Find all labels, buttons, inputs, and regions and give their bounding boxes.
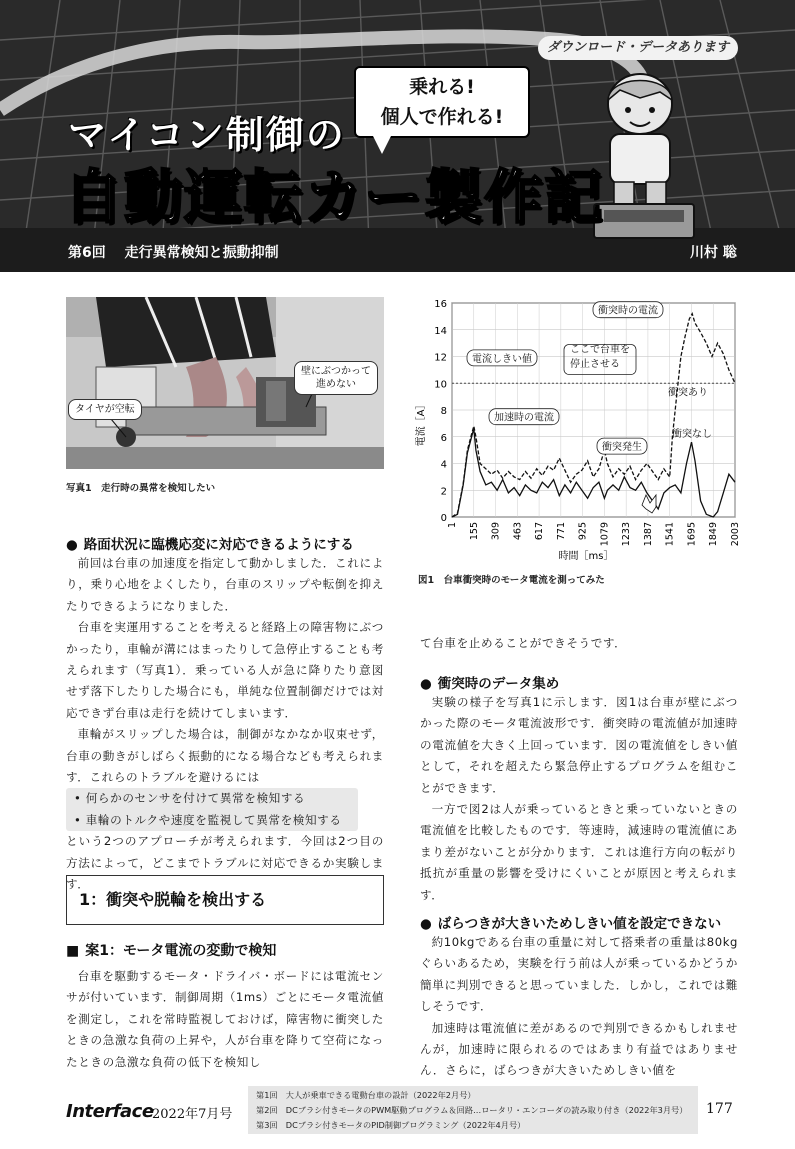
paragraph: 実験の様子を写真1に示します．図1は台車が壁にぶつかった際のモータ電流波形です．衝突時の電流値が加速時の電流値を大きく上回っています．図の電流値をしきい値として，それを超えたら緊急停止するプログラムを組むことができます． — [420, 695, 738, 795]
page-number: 177 — [706, 1101, 733, 1117]
annot-threshold — [467, 350, 537, 366]
article-header — [0, 0, 795, 272]
right-column-text-0 — [420, 633, 738, 654]
annot-impact-current — [593, 302, 663, 318]
y-tick-label: 6 — [440, 432, 447, 444]
download-badge: ダウンロード・データあります — [538, 36, 738, 60]
article-title-line-1: マイコン制御の — [68, 113, 346, 157]
installment-ref-2: 第2回 DCブラシ付きモータのPWM駆動プログラム＆回路…ロータリ・エンコーダの読み取り付き（2022年3月号） — [256, 1105, 688, 1115]
figure-1-caption: 図1 台車衝突時のモータ電流を測ってみた — [418, 575, 605, 586]
bubble-line-2: 個人で作れる! — [380, 106, 504, 128]
y-tick-label: 10 — [434, 379, 447, 391]
annot-impact-occurs — [597, 438, 647, 454]
x-tick-label: 309 — [490, 522, 502, 541]
chart-x-label: 時間［ms］ — [558, 551, 614, 562]
list-item: • 車輪のトルクや速度を監視して異常を検知する — [74, 810, 350, 831]
annot-stop-line-2-text: 停止させる — [570, 359, 620, 371]
heading-motor-current: ■ 案1：モータ電流の変動で検知 — [66, 940, 276, 960]
speech-bubble — [354, 66, 530, 138]
y-tick-label: 2 — [440, 486, 447, 498]
series-subtitle: 第6回 走行異常検知と振動抑制 — [68, 245, 279, 261]
x-tick-label: 463 — [512, 522, 524, 541]
x-tick-label: 617 — [534, 522, 546, 541]
paragraph: という2つのアプローチが考えられます．今回は2つ目の方法によって，どこまでトラブルに対応できるか実験します． — [66, 834, 384, 892]
paragraph: 前回は台車の加速度を指定して動かしました．これにより，乗り心地をよくしたり，台車のスリップや転倒を抑えたりできるようになりました． — [66, 556, 384, 613]
impact-burst-icon — [642, 495, 656, 513]
paragraph: 車輪がスリップした場合は，制御がなかなか収束せず，台車の動きがしばらく振動的になる場合なども考えられます．これらのトラブルを避けるには — [66, 727, 384, 785]
paragraph: 台車を駆動するモータ・ドライバ・ボードには電流センサが付いています．制御周期（1ms）ごとにモータ電流値を測定し，これを常時監視しておけば，障害物に衝突したときの急激な負荷の上昇や，人が台車を降りて空荷になったときの急激な負荷の低下を検知し — [66, 969, 384, 1069]
annot-stop-line-1-text: ここで台車を — [570, 344, 630, 356]
x-tick-label: 1849 — [708, 522, 720, 547]
x-tick-label: 1079 — [599, 522, 611, 547]
annot-with-impact — [668, 385, 708, 398]
annot-impact-occurs-text: 衝突発生 — [602, 442, 642, 454]
approach-list — [66, 788, 358, 831]
annot-accel-current-text: 加速時の電流 — [494, 412, 554, 424]
article-title-line-2: 自動運転カー製作記 — [64, 163, 605, 231]
paragraph: 一方で図2は人が乗っているときと乗っていないときの電流値を比較したものです．等速時，減速時の電流値にあまり差がないことが分かります．これは進行方向の転がり抵抗が重量の影響を受けにくいことが原因と考えられます． — [420, 802, 738, 902]
right-column-text-1 — [420, 692, 738, 906]
left-column-text-1 — [66, 553, 384, 896]
magazine-logo: Interface — [66, 1101, 154, 1122]
section-1-heading: 1：衝突や脱輪を検出する — [66, 875, 384, 925]
y-tick-label: 12 — [434, 352, 447, 364]
callout-wall-line-1: 壁にぶつかって — [301, 366, 371, 377]
x-tick-label: 155 — [468, 522, 480, 541]
annot-impact-current-text: 衝突時の電流 — [598, 305, 658, 317]
annot-stop-line-2 — [570, 357, 620, 370]
chart-y-label: 電流［A］ — [416, 399, 427, 447]
paragraph: て台車を止めることができそうです． — [420, 636, 627, 650]
photo-1-caption: 写真1 走行時の異常を検知したい — [66, 483, 216, 494]
heading-collision-data: ● 衝突時のデータ集め — [420, 672, 559, 692]
callout-tire-spin: タイヤが空転 — [68, 399, 142, 420]
list-item: • 何らかのセンサを付けて異常を検知する — [74, 788, 350, 809]
x-tick-label: 1695 — [686, 522, 698, 547]
x-tick-label: 925 — [577, 522, 589, 541]
installment-ref-3: 第3回 DCブラシ付きモータのPID制御プログラミング（2022年4月号） — [256, 1120, 526, 1130]
callout-wall-line-2: 進めない — [316, 379, 356, 390]
right-column-text-2 — [420, 932, 738, 1082]
previous-installments — [248, 1086, 698, 1134]
installment-ref-1: 第1回 大人が乗車できる電動台車の設計（2022年2月号） — [256, 1090, 476, 1100]
annot-without-impact — [672, 427, 712, 440]
x-tick-label: 1233 — [621, 522, 633, 547]
x-tick-label: 2003 — [730, 522, 741, 547]
annot-with-impact-text: 衝突あり — [668, 387, 708, 399]
paragraph: 台車を実運用することを考えると経路上の障害物にぶつかったり，車輪が溝にはまったりして急停止することも考えられます（写真1）．乗っている人が急に降りたり意図せず落下したりした場合にも，単純な位置制御だけでは対応できず台車は走行を続けてしまいます． — [66, 620, 384, 720]
annot-without-impact-text: 衝突なし — [672, 428, 712, 440]
annot-accel-current — [489, 409, 559, 425]
x-tick-label: 1541 — [664, 522, 676, 547]
issue-date: 2022年7月号 — [152, 1107, 233, 1122]
x-tick-label: 1387 — [642, 522, 654, 547]
callout-wall — [294, 361, 378, 395]
paragraph: 約10kgである台車の重量に対して搭乗者の重量は80kgぐらいあるため，実験を行う前は人が乗っているかどうか簡単に判別できると思っていました．しかし，これでは難しそうです． — [420, 935, 738, 1014]
y-tick-label: 14 — [434, 325, 447, 337]
y-tick-label: 4 — [440, 459, 447, 471]
author-name: 川村 聡 — [690, 245, 737, 261]
photo-1 — [66, 297, 384, 469]
bubble-line-1: 乗れる! — [409, 76, 475, 98]
chart-ticks — [434, 299, 741, 546]
x-tick-label: 1 — [447, 522, 458, 529]
x-tick-label: 771 — [555, 522, 567, 541]
annot-threshold-text: 電流しきい値 — [472, 353, 532, 365]
y-tick-label: 0 — [440, 513, 447, 524]
heading-variance: ● ばらつきが大きいためしきい値を設定できない — [420, 912, 721, 932]
motor-current-chart — [410, 295, 745, 565]
y-tick-label: 16 — [434, 299, 447, 310]
paragraph: 加速時は電流値に差があるので判別できるかもしれませんが，加速時に限られるのではあまり有益ではありません．さらに，ばらつきが大きいためしきい値を — [420, 1020, 738, 1078]
heading-road-conditions: ● 路面状況に臨機応変に対応できるようにする — [66, 533, 354, 553]
y-tick-label: 8 — [440, 406, 447, 417]
left-column-text-2 — [66, 966, 384, 1073]
